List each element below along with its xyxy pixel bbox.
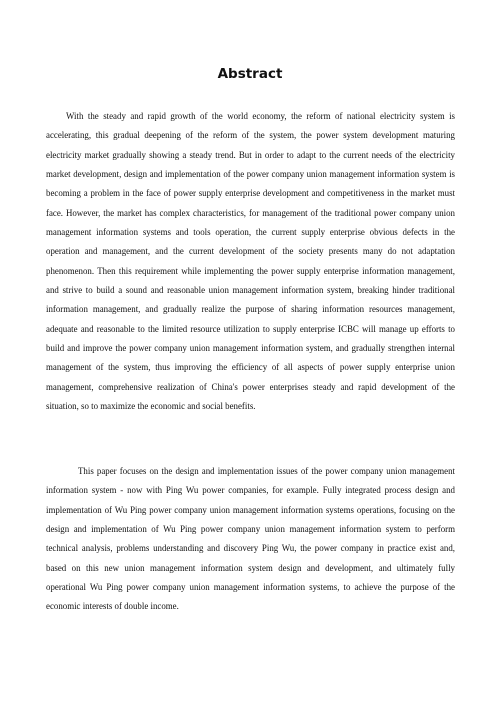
abstract-paragraph-1: With the steady and rapid growth of the world economy, the reform of national electricity system is accelerating, this gradual deepening of the reform of the system, the power system development maturing electricity market gradually showing a steady trend. But in order to adapt to the current needs of the electricity market development, design and implementation of the power company union management information system is becoming a problem in the face of power supply enterprise development and competitiveness in the market must face. However, the market has complex characteristics, for management of the traditional power company union management information systems and tools operation, the current supply enterprise obvious defects in the operation and management, and the current development of the society presents many do not adaptation phenomenon. Then this requirement while implementing the power supply enterprise information management, and strive to build a sound and reasonable union management information system, breaking hinder traditional information management, and gradually realize the purpose of sharing information resources management, adequate and reasonable to the limited resource utilization to supply enterprise ICBC will manage up efforts to build and improve the power company union management information system, and gradually strengthen internal management of the system, thus improving the efficiency of all aspects of power supply enterprise union management, comprehensive realization of China's power enterprises steady and rapid development of the situation, so to maximize the economic and social benefits. [46,111,455,412]
abstract-title: Abstract [217,66,283,82]
abstract-paragraph-2: This paper focuses on the design and implementation issues of the power company union management information system - now with Ping Wu power companies, for example. Fully integrated process design and implementation of Wu Ping power company union management information systems operations, focusing on the design and implementation of Wu Ping power company union management information system to perform technical analysis, problems understanding and discovery Ping Wu, the power company in practice exist and, based on this new union management information system design and development, and ultimately fully operational Wu Ping power company union management information systems, to achieve the purpose of the economic interests of double income. [46,466,455,612]
